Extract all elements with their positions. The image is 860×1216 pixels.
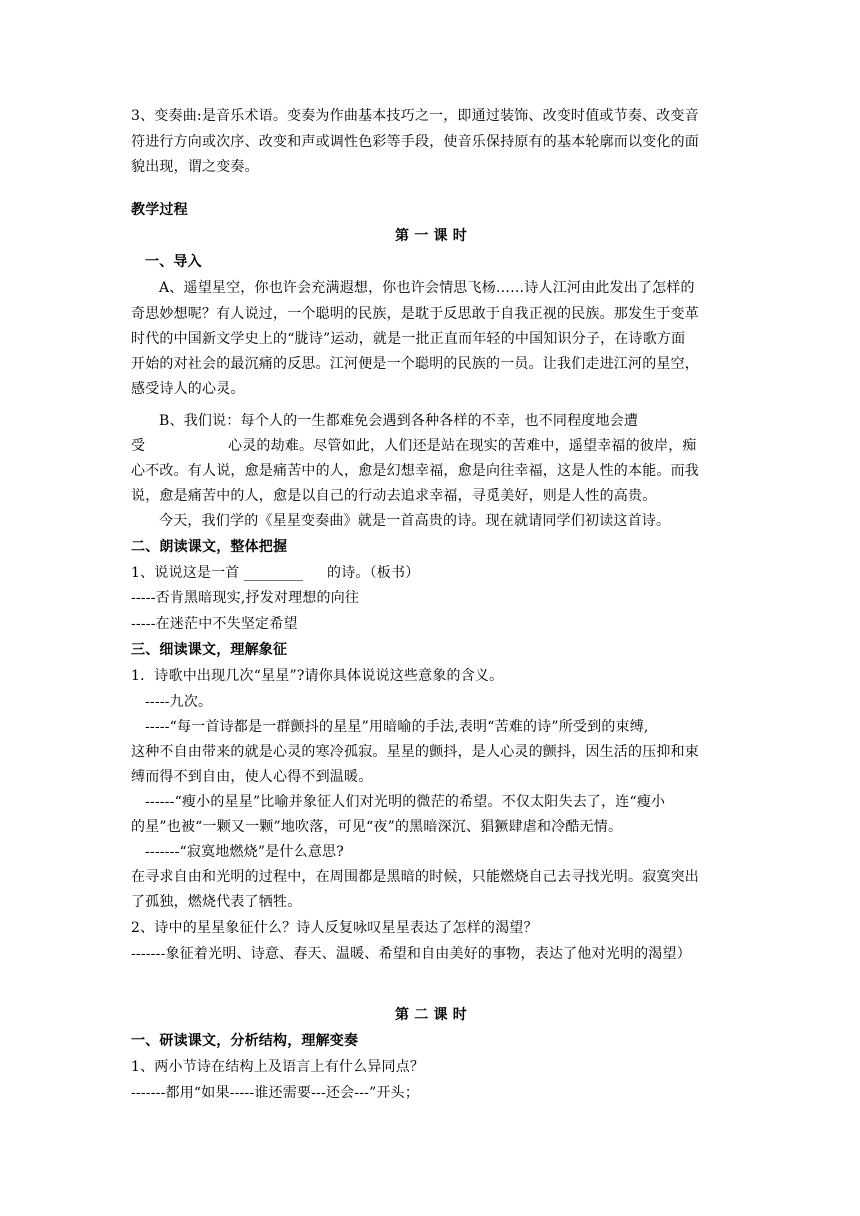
paragraph-line: -----“每一首诗都是一群颤抖的星星”用暗喻的手法,表明“苦难的诗”所受到的束缚, [145, 719, 649, 735]
paragraph-line: 奇思妙想呢？有人说过，一个聪明的民族，是耽于反思敢于自我正视的民族。那发生于变革 [131, 306, 699, 322]
paragraph-line: 心不改。有人说，愈是痛苦中的人，愈是幻想幸福，愈是向往幸福，这是人性的本能。而我 [131, 463, 699, 479]
answer-line: -----在迷茫中不失坚定希望 [131, 616, 298, 632]
question-line: 1、两小节诗在结构上及语言上有什么异同点？ [131, 1059, 425, 1075]
paragraph-line: 时代的中国新文学史上的“胧诗”运动，就是一批正直而年轻的中国知识分子，在诗歌方面 [131, 331, 686, 347]
paragraph-line: 感受诗人的心灵。 [131, 381, 245, 397]
intro-heading: 一、导入 [145, 254, 202, 270]
paragraph-line: 今天，我们学的《星星变奏曲》就是一首高贵的诗。现在就请同学们初读这首诗。 [159, 513, 671, 529]
question-line: -------“寂寞地燃烧”是什么意思? [145, 844, 344, 860]
paragraph-line: B、我们说：每个人的一生都难免会遇到各种各样的不幸，也不同程度地会遭 [159, 413, 639, 429]
answer-line: -----否肯黑暗现实,抒发对理想的向往 [131, 590, 360, 606]
answer-blank: _______ [244, 565, 304, 581]
section-three-heading: 三、细读课文，理解象征 [131, 642, 288, 658]
question-line: 2、诗中的星星象征什么？诗人反复咏叹星星表达了怎样的渴望？ [131, 920, 538, 936]
lesson-one-title: 第 一 课 时 [394, 228, 468, 244]
question-suffix: 的诗。（板书） [327, 565, 420, 581]
paragraph-line: 开始的对社会的最沉痛的反思。江河便是一个聪明的民族的一员。让我们走进江河的星空， [131, 356, 699, 372]
answer-line: -------象征着光明、诗意、春天、温暖、希望和自由美好的事物，表达了他对光明的渴望） [131, 946, 691, 962]
paragraph-line: A、遥望星空，你也许会充满遐想，你也许会情思飞杨……诗人江河由此发出了怎样的 [159, 280, 695, 296]
answer-line: -----九次。 [145, 694, 213, 710]
lesson-two-title: 第 二 课 时 [394, 1007, 468, 1023]
definition-line: 3、变奏曲:是音乐术语。变奏为作曲基本技巧之一，即通过装饰、改变时值或节奏、改变音 [131, 108, 699, 124]
paragraph-line: 说，愈是痛苦中的人，愈是以自己的行动去追求幸福，寻觅美好，则是人性的高贵。 [131, 488, 657, 504]
paragraph-line: 受 [131, 438, 146, 454]
teaching-process-heading: 教学过程 [131, 202, 188, 218]
paragraph-line: 这种不自由带来的就是心灵的寒冷孤寂。星星的颤抖，是人心灵的颤抖，因生活的压抑和束 [131, 744, 699, 760]
question-line: 1．诗歌中出现几次“星星”?请你具体说说这些意象的含义。 [131, 668, 504, 684]
paragraph-line: 缚而得不到自由，使人心得不到温暖。 [131, 769, 373, 785]
definition-line: 符进行方向或次序、改变和声或调性色彩等手段，使音乐保持原有的基本轮廓而以变化的面 [131, 134, 699, 150]
definition-line: 貌出现，谓之变奏。 [131, 159, 259, 175]
paragraph-line: 在寻求自由和光明的过程中，在周围都是黑暗的时候，只能燃烧自己去寻找光明。寂寞突出 [131, 869, 699, 885]
paragraph-line: 了孤独，燃烧代表了牺牲。 [131, 894, 302, 910]
section-two-heading: 二、朗读课文，整体把握 [131, 539, 288, 555]
answer-line: -------都用“如果-----谁还需要---还会---”开头； [131, 1085, 420, 1101]
question-prefix: 1、说说这是一首 [131, 565, 240, 581]
paragraph-line: 心灵的劫难。尽管如此，人们还是站在现实的苦难中，遥望幸福的彼岸，痴 [228, 438, 697, 454]
paragraph-line: 的星”也被“一颗又一颗”地吹落，可见“夜”的黑暗深沉、猖獗肆虐和冷酷无情。 [131, 819, 623, 835]
lesson-two-heading: 一、研读课文，分析结构，理解变奏 [131, 1033, 359, 1049]
paragraph-line: ------“瘦小的星星”比喻并象征人们对光明的微茫的希望。不仅太阳失去了，连“瘦小 [145, 794, 666, 810]
